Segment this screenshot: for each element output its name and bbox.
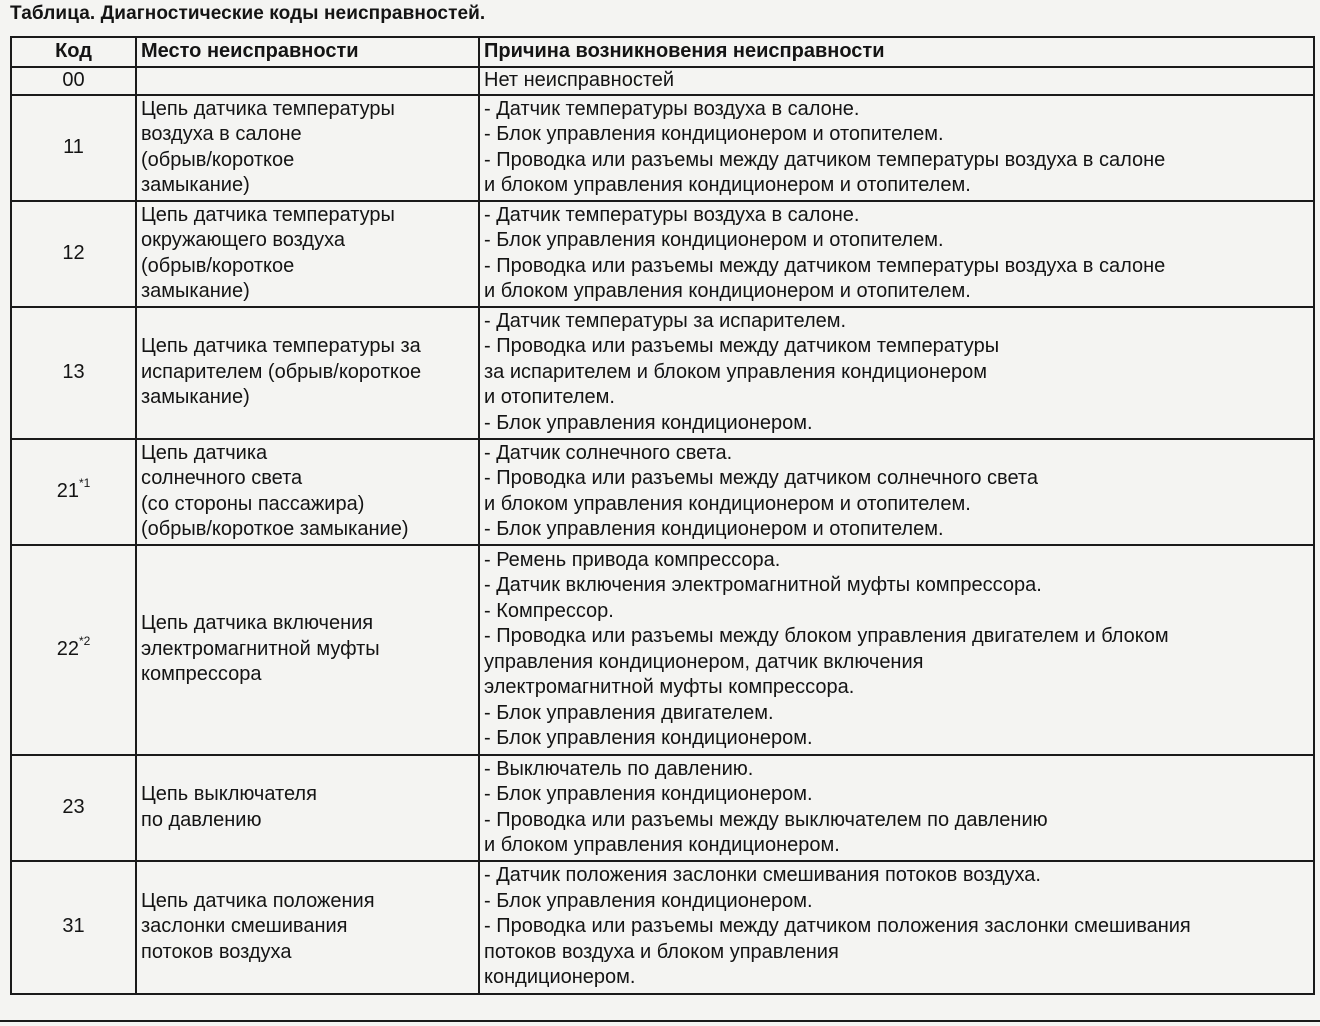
- code-cell: [11, 307, 136, 439]
- place-cell: [136, 755, 479, 861]
- place-line: Цепь датчика: [141, 441, 268, 464]
- table-row: [11, 439, 1314, 545]
- code-value: 31: [62, 915, 85, 938]
- place-line: Цепь выключателя: [141, 783, 317, 805]
- cause-line: - Датчик температуры воздуха в салоне.: [484, 203, 860, 226]
- header-cause: Причина возникновения неисправности: [479, 37, 1314, 67]
- cause-line: - Выключатель по давлению.: [484, 757, 754, 780]
- cause-line: и блоком управления кондиционером и отопителем.: [484, 280, 971, 302]
- table-title: Таблица. Диагностические коды неисправностей.: [10, 3, 486, 24]
- cause-line: - Проводка или разъемы между датчиком температуры воздуха в салоне: [484, 148, 1166, 171]
- place-line: электромагнитной муфты: [141, 637, 380, 660]
- cause-cell: [479, 95, 1314, 201]
- cause-cell: [479, 439, 1314, 545]
- cause-line: - Ремень привода компрессора.: [484, 548, 781, 571]
- cause-line: потоков воздуха и блоком управления: [484, 940, 839, 963]
- place-line: солнечного света: [141, 467, 303, 489]
- cause-line: управления кондиционером, датчик включения: [484, 650, 924, 673]
- cause-line: - Блок управления двигателем.: [484, 701, 774, 724]
- place-line: компрессора: [141, 663, 262, 686]
- place-line: испарителем (обрыв/короткое: [141, 360, 422, 383]
- place-line: Цепь датчика температуры: [141, 203, 395, 226]
- table-header-row: [11, 37, 1314, 67]
- table-row: [11, 861, 1314, 994]
- cause-line: - Проводка или разъемы между датчиком солнечного света: [484, 467, 1038, 489]
- cause-line: электромагнитной муфты компрессора.: [484, 676, 855, 698]
- cause-line: - Датчик включения электромагнитной муфты компрессора.: [484, 574, 1042, 596]
- cause-line: кондиционером.: [484, 966, 636, 989]
- cause-line: - Датчик температуры за испарителем.: [484, 309, 847, 332]
- place-line: Цепь датчика температуры: [141, 97, 395, 120]
- place-cell: [136, 439, 479, 545]
- cause-line: - Датчик положения заслонки смешивания потоков воздуха.: [484, 864, 1041, 887]
- cause-line: - Блок управления кондиционером.: [484, 727, 813, 749]
- place-cell: [136, 95, 479, 201]
- header-place: Место неисправности: [136, 37, 479, 67]
- table-row: [11, 95, 1314, 201]
- cause-line: и блоком управления кондиционером и отопителем.: [484, 492, 971, 515]
- code-value: 21: [56, 479, 79, 502]
- cause-line: - Блок управления кондиционером.: [484, 783, 813, 805]
- cause-line: - Блок управления кондиционером.: [484, 411, 813, 434]
- code-cell: [11, 861, 136, 994]
- cause-line: - Датчик температуры воздуха в салоне.: [484, 97, 860, 120]
- cause-cell: [479, 307, 1314, 439]
- cause-line: - Проводка или разъемы между блоком управления двигателем и блоком: [484, 625, 1169, 647]
- cause-line: - Блок управления кондиционером и отопителем.: [484, 229, 944, 251]
- code-value: 22: [56, 637, 79, 660]
- diagnostic-codes-table: [10, 36, 1315, 995]
- cause-line: - Проводка или разъемы между датчиком температуры воздуха в салоне: [484, 254, 1166, 277]
- place-cell: [136, 545, 479, 755]
- cause-line: - Блок управления кондиционером и отопителем.: [484, 123, 944, 145]
- code-cell: [11, 67, 136, 95]
- cause-line: - Компрессор.: [484, 599, 614, 622]
- table-row: [11, 755, 1314, 861]
- place-cell: [136, 201, 479, 307]
- code-footnote-mark: *2: [78, 634, 91, 649]
- cause-line: и блоком управления кондиционером.: [484, 834, 840, 856]
- place-line: (обрыв/короткое: [141, 148, 295, 171]
- cause-line: Нет неисправностей: [484, 69, 675, 91]
- code-value: 00: [62, 69, 85, 91]
- code-value: 23: [62, 795, 85, 818]
- code-cell: [11, 545, 136, 755]
- page-bottom-rule: [0, 1020, 1320, 1022]
- place-line: окружающего воздуха: [141, 229, 345, 251]
- code-cell: [11, 755, 136, 861]
- place-line: по давлению: [141, 808, 262, 831]
- code-value: 13: [62, 360, 85, 383]
- cause-line: - Проводка или разъемы между датчиком положения заслонки смешивания: [484, 915, 1191, 938]
- cause-line: - Блок управления кондиционером и отопителем.: [484, 518, 944, 540]
- cause-line: и отопителем.: [484, 386, 615, 409]
- code-value: 11: [63, 135, 84, 158]
- cause-line: - Датчик солнечного света.: [484, 441, 733, 464]
- cause-cell: [479, 861, 1314, 994]
- table-body: [11, 67, 1314, 994]
- place-cell: [136, 67, 479, 95]
- place-cell: [136, 861, 479, 994]
- place-line: замыкание): [141, 174, 250, 196]
- cause-line: и блоком управления кондиционером и отопителем.: [484, 174, 971, 196]
- cause-line: - Проводка или разъемы между датчиком температуры: [484, 335, 1000, 358]
- cause-cell: [479, 67, 1314, 95]
- table-row: [11, 201, 1314, 307]
- table-row: [11, 307, 1314, 439]
- header-code: Код: [11, 37, 136, 67]
- cause-line: за испарителем и блоком управления кондиционером: [484, 360, 988, 383]
- place-line: потоков воздуха: [141, 940, 292, 963]
- cause-line: - Блок управления кондиционером.: [484, 889, 813, 912]
- code-cell: [11, 95, 136, 201]
- place-line: замыкание): [141, 386, 250, 409]
- place-line: (обрыв/короткое: [141, 254, 295, 277]
- table-row: [11, 67, 1314, 95]
- place-line: Цепь датчика положения: [141, 889, 375, 912]
- cause-cell: [479, 755, 1314, 861]
- place-line: (со стороны пассажира): [141, 492, 365, 515]
- place-line: заслонки смешивания: [141, 915, 348, 938]
- place-cell: [136, 307, 479, 439]
- code-cell: [11, 439, 136, 545]
- code-footnote-mark: *1: [78, 476, 91, 491]
- place-line: (обрыв/короткое замыкание): [141, 518, 409, 540]
- cause-line: - Проводка или разъемы между выключателем по давлению: [484, 808, 1048, 831]
- code-value: 12: [62, 241, 85, 264]
- cause-cell: [479, 201, 1314, 307]
- place-line: Цепь датчика включения: [141, 612, 374, 635]
- code-cell: [11, 201, 136, 307]
- place-line: воздуха в салоне: [141, 123, 302, 145]
- place-line: замыкание): [141, 280, 250, 302]
- table-row: [11, 545, 1314, 755]
- cause-cell: [479, 545, 1314, 755]
- place-line: Цепь датчика температуры за: [141, 335, 421, 358]
